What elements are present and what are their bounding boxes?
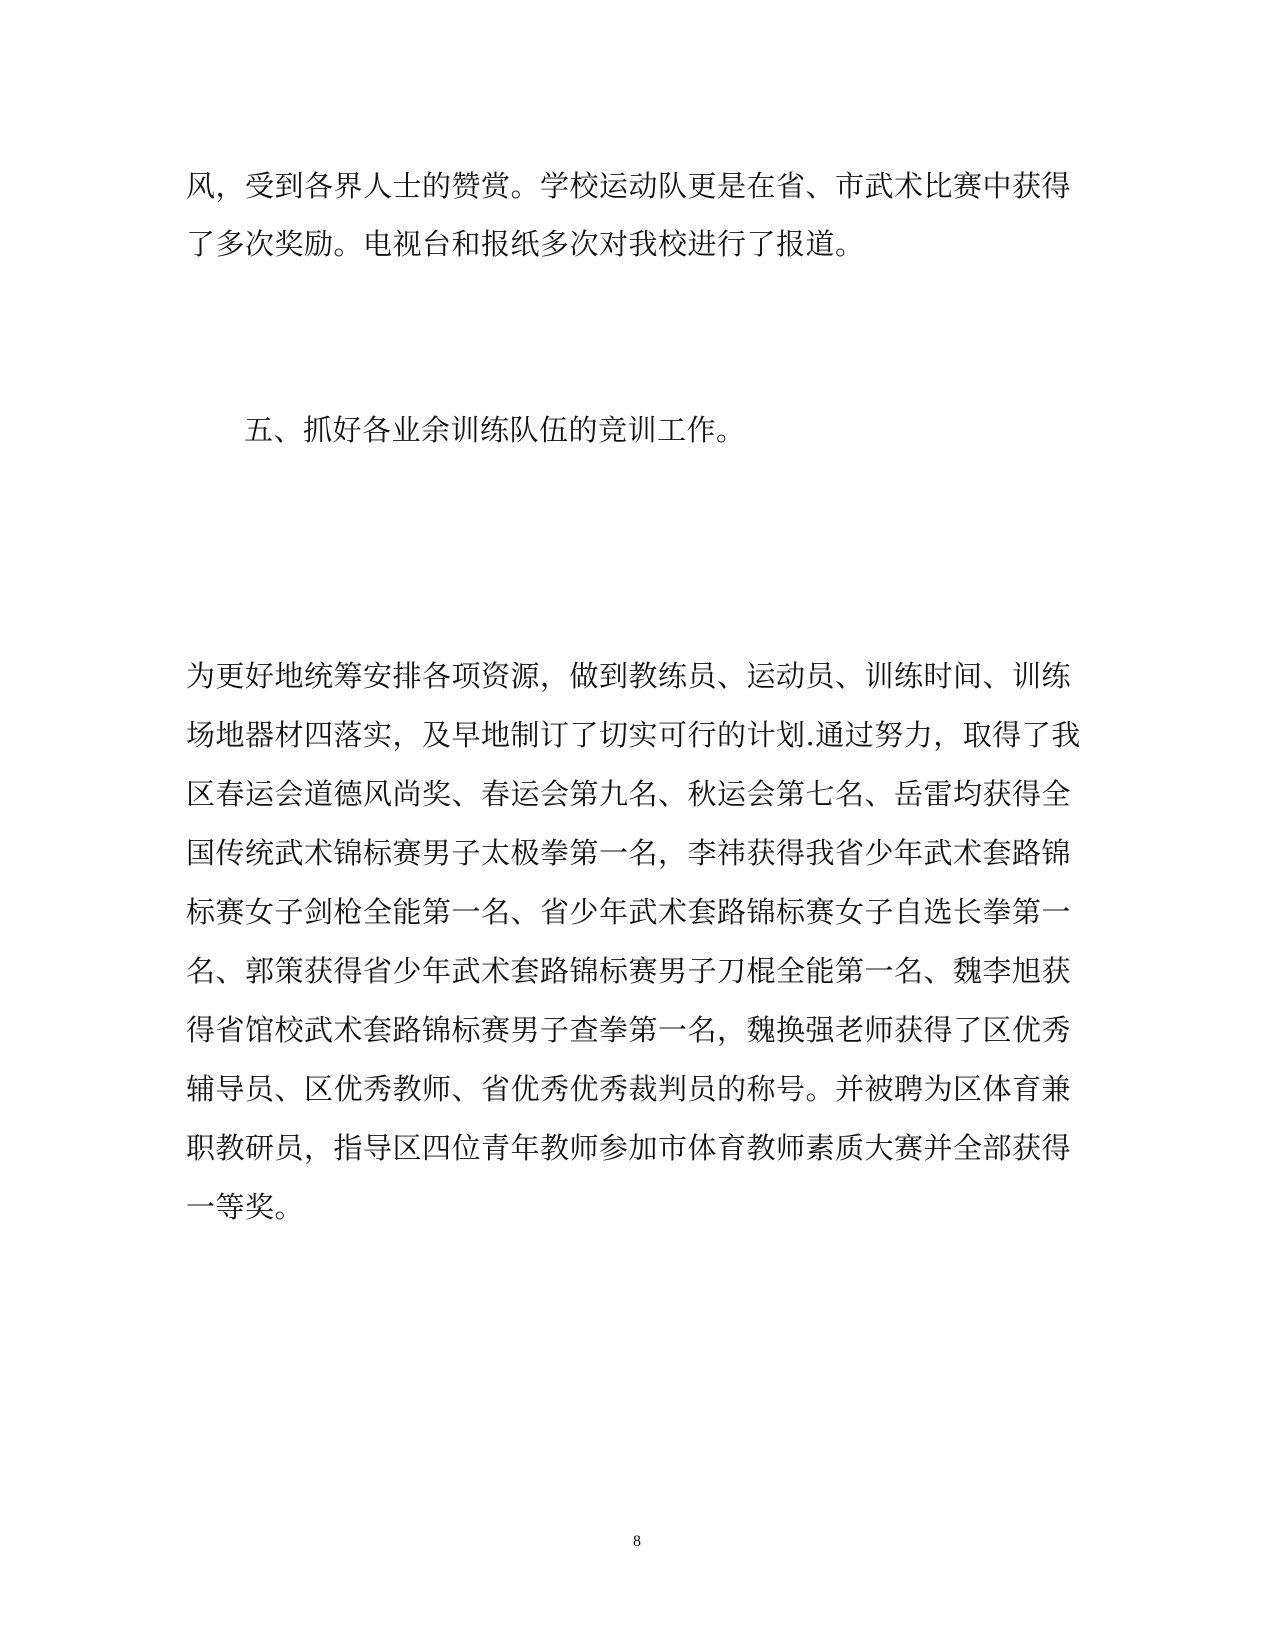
paragraph-line: 得省馆校武术套路锦标赛男子查拳第一名，魏换强老师获得了区优秀	[186, 1013, 1072, 1047]
page-number: 8	[633, 1533, 641, 1550]
paragraph-line: 区春运会道德风尚奖、春运会第九名、秋运会第七名、岳雷均获得全	[186, 777, 1072, 811]
paragraph-line: 风，受到各界人士的赞赏。学校运动队更是在省、市武术比赛中获得	[186, 169, 1072, 203]
section-heading: 五、抓好各业余训练队伍的竞训工作。	[244, 413, 746, 447]
paragraph-line: 名、郭策获得省少年武术套路锦标赛男子刀棍全能第一名、魏李旭获	[186, 954, 1072, 988]
paragraph-line: 了多次奖励。电视台和报纸多次对我校进行了报道。	[186, 227, 865, 261]
paragraph-line: 标赛女子剑枪全能第一名、省少年武术套路锦标赛女子自选长拳第一	[186, 895, 1072, 929]
paragraph-line: 一等奖。	[186, 1190, 305, 1224]
paragraph-line: 为更好地统筹安排各项资源，做到教练员、运动员、训练时间、训练	[186, 659, 1072, 693]
paragraph-line: 国传统武术锦标赛男子太极拳第一名，李祎获得我省少年武术套路锦	[186, 836, 1072, 870]
paragraph-line: 辅导员、区优秀教师、省优秀优秀裁判员的称号。并被聘为区体育兼	[186, 1072, 1072, 1106]
paragraph-line: 职教研员，指导区四位青年教师参加市体育教师素质大赛并全部获得	[186, 1131, 1072, 1165]
paragraph-line: 场地器材四落实，及早地制订了切实可行的计划.通过努力，取得了我	[186, 718, 1081, 752]
